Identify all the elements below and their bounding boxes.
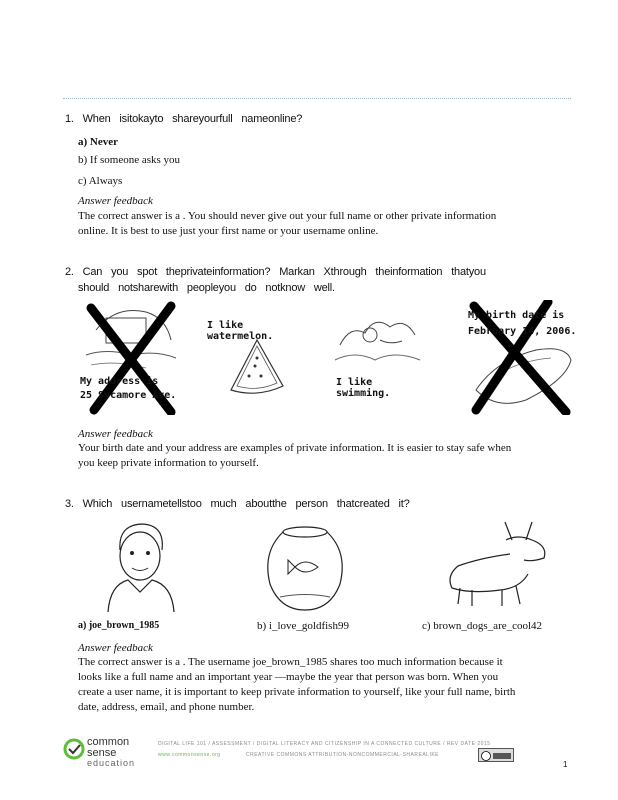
swimming-image [330, 305, 430, 400]
q2-feedback-line-2: you keep private information to yourself. [78, 457, 259, 469]
boy-portrait-image [100, 520, 180, 612]
q1-option-a: a) Never [78, 136, 119, 148]
common-sense-logo-icon [63, 738, 85, 760]
creative-commons-badge-icon [478, 748, 514, 762]
birthdate-text-line-2: February 14, 2006. [468, 326, 577, 337]
q3-feedback-line-3: create a user name, it is important to keep private information to yourself, like your full name, birth [78, 686, 516, 698]
q3-feedback-line-4: date, address, email, and phone number. [78, 701, 255, 713]
swimming-caption: I like swimming. [336, 377, 391, 399]
address-text-line-1: My address is [80, 376, 159, 387]
question-3: 3. Which usernametellstoo much aboutthe person thatcreated it? [65, 498, 410, 510]
common-sense-logo [63, 738, 153, 768]
q1-feedback-line-2: online. It is best to use just your first name or your username online. [78, 225, 379, 237]
birthdate-text-line-1: My birth date is [468, 310, 565, 321]
footer-course-info: DIGITAL LIFE 101 / ASSESSMENT / DIGITAL LITERACY AND CITIZENSHIP IN A CONNECTED CULTURE / REV DATE 2015 [158, 741, 491, 747]
corgi-dog-image [440, 518, 552, 613]
footer-license-info: CREATIVE COMMONS ATTRIBUTION-NONCOMMERCIAL-SHAREALIKE [246, 752, 439, 758]
q3-option-c: c) brown_dogs_are_cool42 [422, 620, 543, 632]
boy-portrait-icon [100, 520, 180, 612]
logo-text-common: common [87, 736, 130, 748]
address-text-line-2: 25 Sycamore Ave. [80, 390, 177, 401]
address-mailbox-image [76, 300, 186, 415]
logo-text-sense: sense [87, 747, 117, 759]
q3-option-b: b) i_love_goldfish99 [257, 620, 349, 632]
watermelon-image [205, 316, 315, 396]
q3-option-a: a) joe_brown_1985 [78, 620, 160, 631]
logo-text-education: education [87, 758, 136, 768]
q3-feedback-line-2: looks like a full name and an important year —maybe the year that person was born. When you [78, 671, 499, 683]
q1-option-c: c) Always [78, 175, 123, 187]
goldfish-bowl-icon [260, 522, 350, 612]
q3-feedback-line-1: The correct answer is a . The username joe_brown_1985 shares too much information because it [78, 656, 503, 668]
q2-feedback-line-1: Your birth date and your address are examples of private information. It is easier to stay safe when [78, 442, 512, 454]
goldfish-bowl-image [260, 522, 350, 612]
q2-feedback-heading: Answer feedback [78, 428, 153, 440]
corgi-dog-icon [440, 518, 552, 613]
cc-badge-graphic [479, 750, 513, 762]
watermelon-caption: I like watermelon. [207, 320, 274, 342]
footer-url-link[interactable]: www.commonsense.org [158, 752, 221, 758]
question-1: 1. When isitokayto shareyourfull nameonline? [65, 113, 303, 125]
watermelon-slice-icon [227, 336, 287, 396]
q1-feedback-line-1: The correct answer is a . You should never give out your full name or other private information [78, 210, 497, 222]
page-number: 1 [563, 760, 568, 769]
q1-option-b: b) If someone asks you [78, 154, 181, 166]
question-2-line-2: should notsharewith peopleyou do notknow well. [78, 282, 335, 294]
section-divider [63, 98, 571, 99]
birthdate-image [466, 300, 578, 415]
q3-feedback-heading: Answer feedback [78, 642, 153, 654]
question-2-line-1: 2. Can you spot theprivateinformation? Markan Xthrough theinformation thatyou [65, 266, 486, 278]
swimmer-drawing-icon [330, 305, 430, 375]
q1-feedback-heading: Answer feedback [78, 195, 153, 207]
